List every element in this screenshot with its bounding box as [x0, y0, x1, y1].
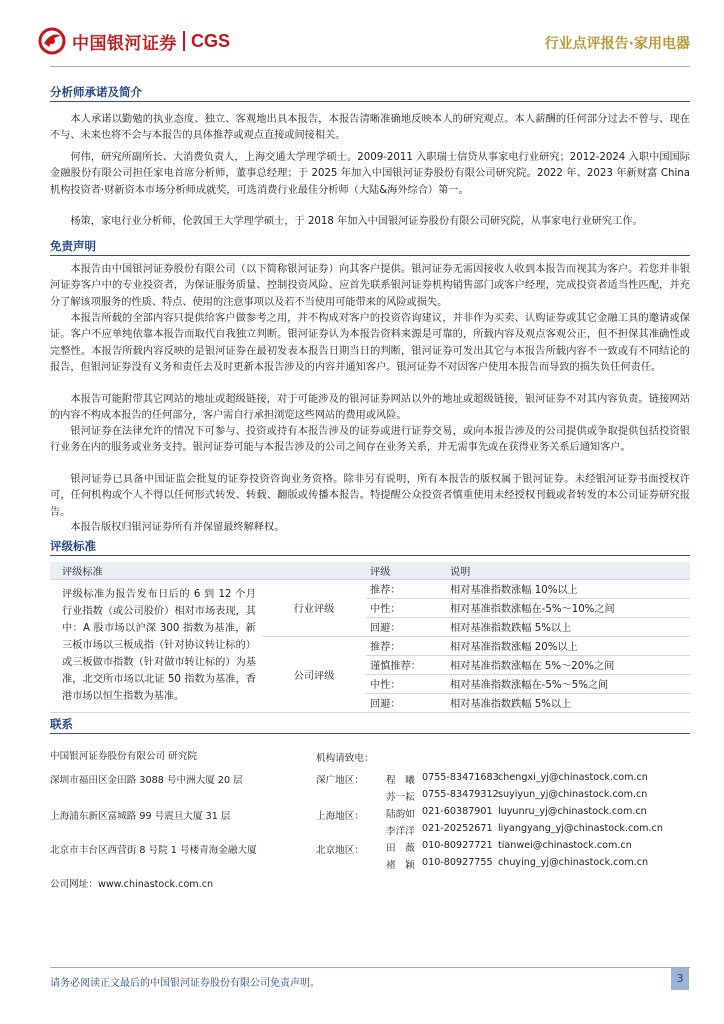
contact-name: 褚 颖	[386, 860, 415, 871]
disclaimer-paragraph: 银河证券在法律允许的情况下可参与、投资或持有本报告涉及的证券或进行证券交易，或向本报告涉及的公司提供或争取提供包括投资银行业务在内的服务或业务支持。银河证券可能与本报告涉及的公司之间存在业务关系，并无需事先或在获得业务关系后通知客户。	[50, 426, 690, 454]
header-divider	[50, 66, 690, 67]
contact-name: 苏一耘	[386, 792, 415, 803]
office-address: 深圳市福田区金田路 3088 号中洲大厦 20 层	[50, 775, 243, 786]
grade-description: 相对基准指数涨幅在-5%～5%之间	[446, 674, 690, 693]
disclaimer-paragraph: 本报告可能附带其它网站的地址或超级链接，对于可能涉及的银河证券网站以外的地址或超级链接，银河证券不对其内容负责。链接网站的内容不构成本报告的任何部分，客户需自行承担浏览这些网站的费用或风险。	[50, 394, 690, 422]
rating-standard-text: 评级标准为报告发布日后的 6 到 12 个月行业指数（或公司股价）相对市场表现，其中：A 股市场以沪深 300 指数为基准，新三板市场以三板成指（针对协议转让标的）或三板做市指数（针对做市转让标的）为基准，北交所市场以北证 50 指数为基准，香港市场以恒生指数为基准。	[50, 579, 262, 712]
contact-phone: 0755-83471683	[422, 772, 499, 783]
report-type: 行业点评报告·家用电器	[544, 36, 690, 52]
analyst-section-title: 分析师承诺及简介	[50, 82, 690, 102]
analyst-commitment: 本人承诺以勤勉的执业态度、独立、客观地出具本报告，本报告清晰准确地反映本人的研究观点。本人薪酬的任何部分过去不曾与、现在不与、未来也将不会与本报告的具体推荐或观点直接或间接相关。	[50, 114, 690, 142]
logo-divider	[183, 31, 185, 51]
contact-section-title: 联系	[50, 714, 690, 734]
galaxy-logo-icon	[38, 27, 66, 55]
contact-name: 程 曦	[386, 775, 415, 786]
contact-email[interactable]: tianwei@chinastock.com.cn	[498, 840, 632, 851]
grade: 推荐：	[366, 636, 446, 655]
office-address: 上海浦东新区富城路 99 号震旦大厦 31 层	[50, 811, 231, 822]
contact-email[interactable]: suyiyun_yj@chinastock.com.cn	[498, 789, 648, 800]
contact-phone: 010-80927755	[422, 857, 493, 868]
industry-rating-label: 行业评级	[262, 579, 366, 636]
contact-phone: 021-20252671	[422, 823, 493, 834]
contact-name: 田 薇	[386, 843, 415, 854]
logo-english-text: CGS	[191, 30, 231, 51]
grade: 推荐：	[366, 579, 446, 598]
rating-section-title: 评级标准	[50, 536, 690, 556]
region-label: 深广地区：	[316, 775, 364, 786]
region-label: 上海地区：	[316, 811, 364, 822]
footer-divider	[50, 967, 690, 968]
table-row	[50, 579, 690, 598]
disclaimer-paragraph: 本报告版权归银河证券所有并保留最终解释权。	[70, 522, 285, 533]
disclaimer-paragraph: 银河证券已具备中国证监会批复的证券投资咨询业务资格。除非另有说明，所有本报告的版权属于银河证券。未经银河证券书面授权许可，任何机构或个人不得以任何形式转发、转载、翻版或传播本报告。特提醒公众投资者慎重使用未经授权刊载或者转发的本公司证券研究报告。	[50, 474, 690, 518]
company-rating-label: 公司评级	[262, 636, 366, 712]
header-description: 说明	[446, 562, 690, 579]
contact-phone: 0755-83479312	[422, 789, 499, 800]
contact-email[interactable]: chuying_yj@chinastock.com.cn	[498, 857, 649, 868]
company-name: 中国银河证券股份有限公司 研究院	[50, 751, 197, 762]
contact-name: 李洋洋	[386, 826, 415, 837]
analyst-bio-yangce: 杨策，家电行业分析师，伦敦国王大学理学硕士，于 2018 年加入中国银河证券股份有限公司研究院，从事家电行业研究工作。	[70, 216, 643, 227]
page-number: 3	[671, 968, 689, 990]
contact-phone: 010-80927721	[422, 840, 493, 851]
rating-table	[50, 562, 690, 713]
disclaimer-paragraph: 本报告所载的全部内容只提供给客户做参考之用，并不构成对客户的投资咨询建议，并非作为买卖、认购证券或其它金融工具的邀请或保证。客户不应单纯依靠本报告而取代自我独立判断。银河证券认为本报告资料来源是可靠的，所载内容及观点客观公正，但不担保其准确性或完整性。本报告所载内容反映的是银河证券在最初发表本报告日期当日的判断，银河证券可发出其它与本报告所载内容不一致或有不同结论的报告，但银河证券没有义务和责任去及时更新本报告涉及的内容并通知客户。银河证券不对因客户使用本报告而导致的损失负任何责任。	[50, 313, 690, 373]
page-header	[0, 0, 724, 78]
grade: 回避：	[366, 693, 446, 712]
grade-description: 相对基准指数涨幅在-5%～10%之间	[446, 598, 690, 617]
office-address: 北京市丰台区西营街 8 号院 1 号楼青海金融大厦	[50, 845, 257, 856]
company-website[interactable]: 公司网址：www.chinastock.com.cn	[50, 879, 214, 890]
grade-description: 相对基准指数涨幅在 5%～20%之间	[446, 655, 690, 674]
grade: 谨慎推荐：	[366, 655, 446, 674]
rating-table-header	[50, 562, 690, 579]
contact-email[interactable]: chengxi_yj@chinastock.com.cn	[498, 772, 648, 783]
grade-description: 相对基准指数跌幅 5%以上	[446, 617, 690, 636]
contact-phone: 021-60387901	[422, 806, 493, 817]
grade-description: 相对基准指数涨幅 10%以上	[446, 579, 690, 598]
grade: 中性：	[366, 598, 446, 617]
disclaimer-paragraph: 本报告由中国银河证券股份有限公司（以下简称银河证券）向其客户提供。银河证券无需因接收人收到本报告而视其为客户。若您并非银河证券客户中的专业投资者，为保证服务质量、控制投资风险、应首先联系银河证券机构销售部门或客户经理，完成投资者适当性匹配，并充分了解该项服务的性质、特点、使用的注意事项以及若不当使用可能带来的风险或损失。	[50, 264, 690, 308]
grade-description: 相对基准指数跌幅 5%以上	[446, 693, 690, 712]
header-grade: 评级	[366, 562, 446, 579]
contact-email[interactable]: luyunru_yj@chinastock.com.cn	[498, 806, 647, 817]
logo-chinese-text: 中国银河证券	[72, 33, 177, 54]
grade: 回避：	[366, 617, 446, 636]
contact-email[interactable]: liyangyang_yj@chinastock.com.cn	[498, 823, 663, 834]
header-standard: 评级标准	[50, 562, 262, 579]
region-label: 北京地区：	[316, 845, 364, 856]
company-logo	[38, 26, 230, 56]
grade: 中性：	[366, 674, 446, 693]
footer-disclaimer-note: 请务必阅读正文最后的中国银河证券股份有限公司免责声明。	[50, 978, 320, 989]
disclaimer-section-title: 免责声明	[50, 236, 690, 256]
grade-description: 相对基准指数涨幅 20%以上	[446, 636, 690, 655]
analyst-bio-hewei: 何伟，研究所副所长、大消费负责人，上海交通大学理学硕士。2009-2011 入职瑞士信贷从事家电行业研究；2012-2024 入职中国国际金融股份有限公司担任家电首席分析师，董事总经理；于 2025 年加入中国银河证券股份有限公司研究院。2022 年、2023 年新财富 China 机构投资者·财新资本市场分析师成就奖，可选消费行业最佳分析师（大陆&海外综合）第一。	[50, 152, 690, 196]
contact-name: 陆韵如	[386, 809, 415, 820]
sales-phone-label: 机构请致电：	[316, 753, 374, 764]
